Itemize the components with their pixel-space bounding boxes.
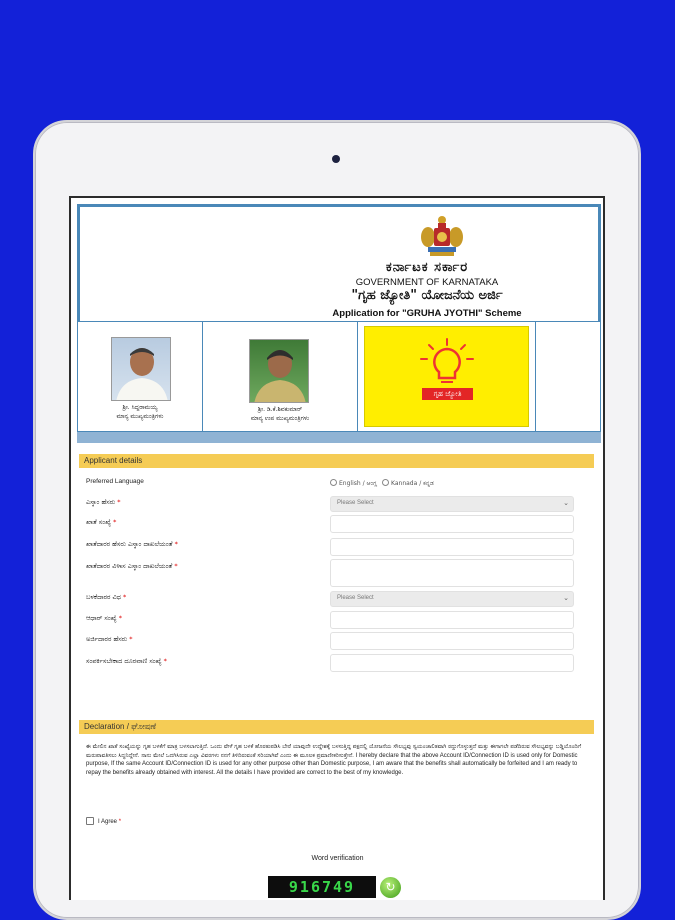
- camera-icon: [332, 155, 340, 163]
- chevron-down-icon: ⌄: [563, 595, 569, 602]
- declaration-text-en: I hereby declare that the above Account ID/Connection ID is used only for Domestic purpose, If the same Account ID/Connection ID is used for any other purpose other than Domestic purpose, I am aware that the benefits shall automatically be forfeited and I am ready to repay the benefits already obtained with interest. All the details I have provided are correct to the best of my knowledge.: [86, 752, 578, 776]
- agree-label: I Agree: [98, 819, 118, 825]
- user-type-select[interactable]: Please Select ⌄: [330, 591, 574, 607]
- leader-cell: [203, 322, 358, 431]
- state-title-kn: ಕರ್ನಾಟಕ ಸರ್ಕಾರ: [385, 260, 469, 275]
- account-number-input[interactable]: [330, 515, 574, 533]
- field-label-escom: ಎಸ್ಕಾಂ ಹೆಸರು *: [86, 498, 121, 506]
- logo-text: ಗೃಹ ಜ್ಯೋತಿ: [422, 388, 473, 400]
- field-label-holder-name: ಖಾತೆದಾರರ ಹೆಸರು ಎಸ್ಕಾಂ ದಾಖಲೆಯಂತೆ *: [86, 540, 178, 548]
- karnataka-emblem-icon: [418, 214, 466, 260]
- phone-input[interactable]: [330, 654, 574, 672]
- divider-band: [77, 432, 601, 443]
- chevron-down-icon: ⌄: [563, 500, 569, 507]
- agree-checkbox[interactable]: [86, 817, 94, 825]
- declaration-text-kn: ಈ ಮೇಲಿನ ಖಾತೆ ಸಂಖ್ಯೆಯನ್ನು ಗೃಹ ಬಳಕೆಗೆ ಮಾತ್ರ ಬಳಸಲಾಗುತ್ತಿದೆ. ಒಂದು ವೇಳೆ ಗೃಹ ಬಳಕೆ ಹೊರತುಪಡಿಸಿ ಬೇರೆ ಯಾವುದೇ ಉದ್ದೇಶಕ್ಕೆ ಬಳಸುತ್ತಿದ್ದ ಪಕ್ಷದಲ್ಲಿ ಯೋಜನೆಯ ಸೌಲಭ್ಯವು ಸ್ವಯಂಚಾಲಿತವಾಗಿ ರದ್ದುಗೊಳ್ಳುತ್ತದೆ ಮತ್ತು ಈಗಾಗಲೇ ಪಡೆದಿರುವ ಸೌಲಭ್ಯವನ್ನು ಬಡ್ಡಿಯೊಂದಿಗೆ ಮರುಪಾವತಿಸಲು ಸಿದ್ಧನಿದ್ದೇನೆ. ನಾನು ಮೇಲೆ ಒದಗಿಸಿರುವ ಎಲ್ಲಾ ವಿವರಗಳು ನನಗೆ ತಿಳಿದಿರುವಂತೆ ಸರಿಯಾಗಿವೆ ಎಂದು ಈ ಮೂಲಕ ಪ್ರಮಾಣೀಕರಿಸುತ್ತೇನೆ.: [86, 744, 582, 759]
- applicant-section-title: Applicant details: [79, 454, 594, 468]
- field-label-phone: ಸಂಪರ್ಕಿಸಬೇಕಾದ ದೂರವಾಣಿ ಸಂಖ್ಯೆ *: [86, 657, 167, 665]
- scheme-title-kn: "ಗೃಹ ಜ್ಯೋತಿ" ಯೋಜನೆಯ ಅರ್ಜಿ: [351, 288, 503, 303]
- field-label-aadhaar: ಆಧಾರ್ ಸಂಖ್ಯೆ *: [86, 614, 122, 622]
- agree-row: I Agree *: [86, 817, 121, 825]
- kannada-option-label: Kannada / ಕನ್ನಡ: [391, 480, 434, 487]
- holder-address-input[interactable]: [330, 559, 574, 587]
- escom-select[interactable]: Please Select ⌄: [330, 496, 574, 512]
- field-label-holder-address: ಖಾತೆದಾರರ ವಿಳಾಸ ಎಸ್ಕಾಂ ದಾಖಲೆಯಂತೆ *: [86, 562, 178, 570]
- word-verification-label: Word verification: [311, 855, 364, 862]
- aadhaar-input[interactable]: [330, 611, 574, 629]
- english-option-label: English / ಆಂಗ್ಲ: [339, 480, 378, 487]
- applicant-name-input[interactable]: [330, 632, 574, 650]
- logo-cell: [358, 322, 536, 431]
- field-label-account: ಖಾತೆ ಸಂಖ್ಯೆ *: [86, 518, 117, 526]
- english-radio[interactable]: [330, 479, 337, 486]
- field-label-user-type: ಬಳಕೆದಾರರ ವಿಧ *: [86, 593, 127, 601]
- light-bulb-icon: [365, 327, 530, 428]
- chief-minister-photo: [111, 337, 171, 401]
- gruha-jyothi-logo: [364, 326, 529, 427]
- kannada-radio[interactable]: [382, 479, 389, 486]
- header-banner: [77, 204, 601, 321]
- scheme-title-en: Application for "GRUHA JYOTHI" Scheme: [332, 308, 522, 319]
- preferred-language-label: Preferred Language: [86, 478, 144, 485]
- leaders-row: [77, 321, 601, 432]
- leader-cell: [78, 322, 203, 431]
- leader-name: ಶ್ರೀ. ಸಿದ್ದರಾಮಯ್ಯ: [122, 404, 158, 411]
- declaration-section-title: Declaration / ಘೋಷಣೆ: [79, 720, 594, 734]
- deputy-chief-minister-photo: [249, 339, 309, 403]
- leader-name: ಶ್ರೀ. ಡಿ.ಕೆ.ಶಿವಕುಮಾರ್: [257, 406, 303, 413]
- holder-name-input[interactable]: [330, 538, 574, 556]
- leader-title: ಮಾನ್ಯ ಉಪ ಮುಖ್ಯಮಂತ್ರಿಗಳು: [250, 415, 310, 422]
- field-label-applicant-name: ಅರ್ಜಿದಾರರ ಹೆಸರು *: [86, 635, 133, 643]
- empty-cell: [536, 322, 600, 431]
- leader-title: ಮಾನ್ಯ ಮುಖ್ಯಮಂತ್ರಿಗಳು: [116, 413, 164, 420]
- captcha-image: 916749: [268, 876, 376, 898]
- refresh-captcha-icon[interactable]: ↻: [380, 877, 401, 898]
- state-title-en: GOVERNMENT OF KARNATAKA: [355, 277, 499, 288]
- language-radio-group: [330, 479, 434, 488]
- declaration-text: [86, 743, 584, 777]
